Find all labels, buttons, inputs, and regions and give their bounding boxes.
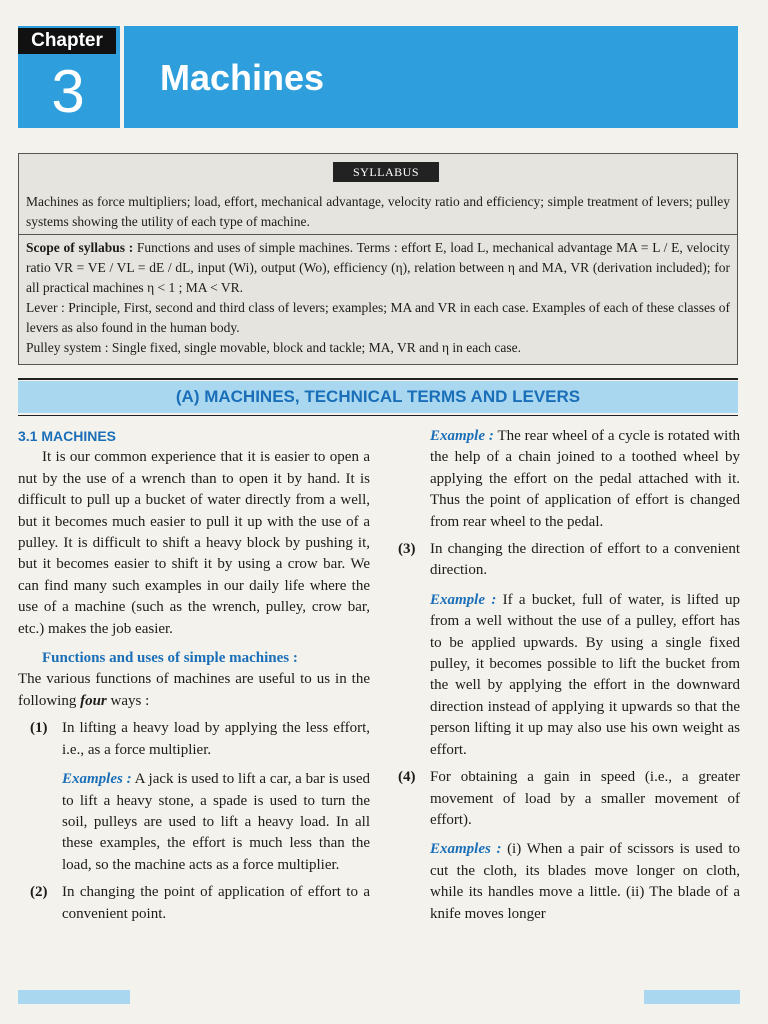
list-item [396, 767, 740, 831]
example-paragraph [18, 769, 370, 876]
syllabus-box [18, 153, 738, 365]
item-text: For obtaining a gain in speed (i.e., a greater movement of load by a smaller movement of effort). [430, 769, 740, 828]
item-number: (2) [30, 884, 48, 901]
syllabus-summary: Machines as force multipliers; load, effort, mechanical advantage, velocity ratio and efficiency; simple treatment of levers; pulley systems showing the utility of each type of machine. [26, 194, 730, 229]
left-column [18, 426, 370, 925]
item-number: (1) [30, 720, 48, 737]
lever-paragraph: Lever : Principle, First, second and third class of levers; examples; MA and VR in each case. Examples of each of these classes of levers as also found in the human body. [26, 300, 730, 335]
example-label: Example : [430, 428, 494, 444]
item-text: In changing the point of application of effort to a convenient point. [62, 884, 370, 922]
list-item [18, 882, 370, 925]
syllabus-divider [19, 234, 737, 235]
example-paragraph [396, 426, 740, 533]
footer-bar-left [18, 990, 130, 1004]
chapter-number: 3 [51, 58, 85, 125]
section-title: (A) MACHINES, TECHNICAL TERMS AND LEVERS [175, 387, 581, 406]
section-rule-bottom [18, 415, 738, 416]
example-label: Examples : [62, 771, 132, 788]
example-text: The rear wheel of a cycle is rotated with the help of a chain joined to a toothed wheel by applying the effort on the pedal attached with it. Thus the point of application of effort is changed from rear wheel to the pedal. [430, 428, 740, 530]
item-number: (3) [398, 541, 416, 558]
section-rule-top [18, 378, 738, 380]
example-label: Examples : [430, 841, 502, 858]
functions-count: four [80, 692, 107, 709]
syllabus-tag: SYLLABUS [333, 162, 439, 182]
functions-intro-text: The various functions of machines are useful to us in the following [18, 671, 370, 709]
functions-intro [18, 669, 370, 712]
example-paragraph [396, 839, 740, 925]
item-text: In lifting a heavy load by applying the less effort, i.e., as a force multiplier. [62, 720, 370, 758]
item-text: In changing the direction of effort to a convenient direction. [430, 541, 740, 579]
subsection-heading: 3.1 MACHINES [18, 428, 117, 444]
example-paragraph [396, 590, 740, 761]
example-text: A jack is used to lift a car, a bar is used to lift a heavy stone, a spade is used to turn the soil, pulleys are used to lift a heavy load. In all these examples, the effort is much less than the load, so the machine acts as a force multiplier. [62, 771, 370, 873]
example-text: (i) When a pair of scissors is used to cut the cloth, its blades move longer on cloth, while its handles move a little. (ii) The blade of a knife moves longer [430, 841, 740, 922]
example-label: Example : [430, 591, 497, 608]
chapter-label: Chapter [18, 28, 116, 54]
item-number: (4) [398, 769, 416, 786]
functions-intro-end: ways : [106, 692, 150, 709]
example-text: If a bucket, full of water, is lifted up from a well without the use of a pulley, effort has to be applied upwards. By using a single fixed pulley, it becomes possible to lift the bucket from the well by applying the effort in the downward direction instead of applying it upwards so that the person lifting it up may also use his own weight as effort. [430, 591, 740, 758]
pulley-paragraph: Pulley system : Single fixed, single movable, block and tackle; MA, VR and η in each case. [26, 340, 521, 355]
scope-text: Functions and uses of simple machines. Terms : effort E, load L, mechanical advantage MA = L / E, velocity ratio VR = VE / VL = dE / dL, input (Wi), output (Wo), efficiency (η), relation between η and MA, VR (derivation included); for all practical machines η < 1 ; MA < VR. [26, 240, 730, 295]
footer-bar-right [644, 990, 740, 1004]
scope-paragraph [26, 238, 730, 298]
scope-block [26, 238, 730, 358]
scope-label: Scope of syllabus : [26, 240, 134, 255]
list-item [18, 718, 370, 761]
right-column [396, 426, 740, 925]
chapter-title: Machines [160, 57, 325, 98]
functions-heading: Functions and uses of simple machines : [42, 650, 298, 667]
intro-paragraph: It is our common experience that it is easier to open a nut by the use of a wrench than to open it by hand. It is difficult to pull up a bucket of water directly from a well, but it becomes much easier to pull it up with the use of a pulley. It is difficult to shift a heavy block by pushing it, but it becomes easier to shift it by using a crow bar. We can find many such examples in our daily life where the use of a machine (such as the wrench, pulley, crow bar, etc.) makes the job easier. [18, 449, 370, 637]
list-item [396, 539, 740, 582]
chapter-header-band [18, 26, 738, 128]
